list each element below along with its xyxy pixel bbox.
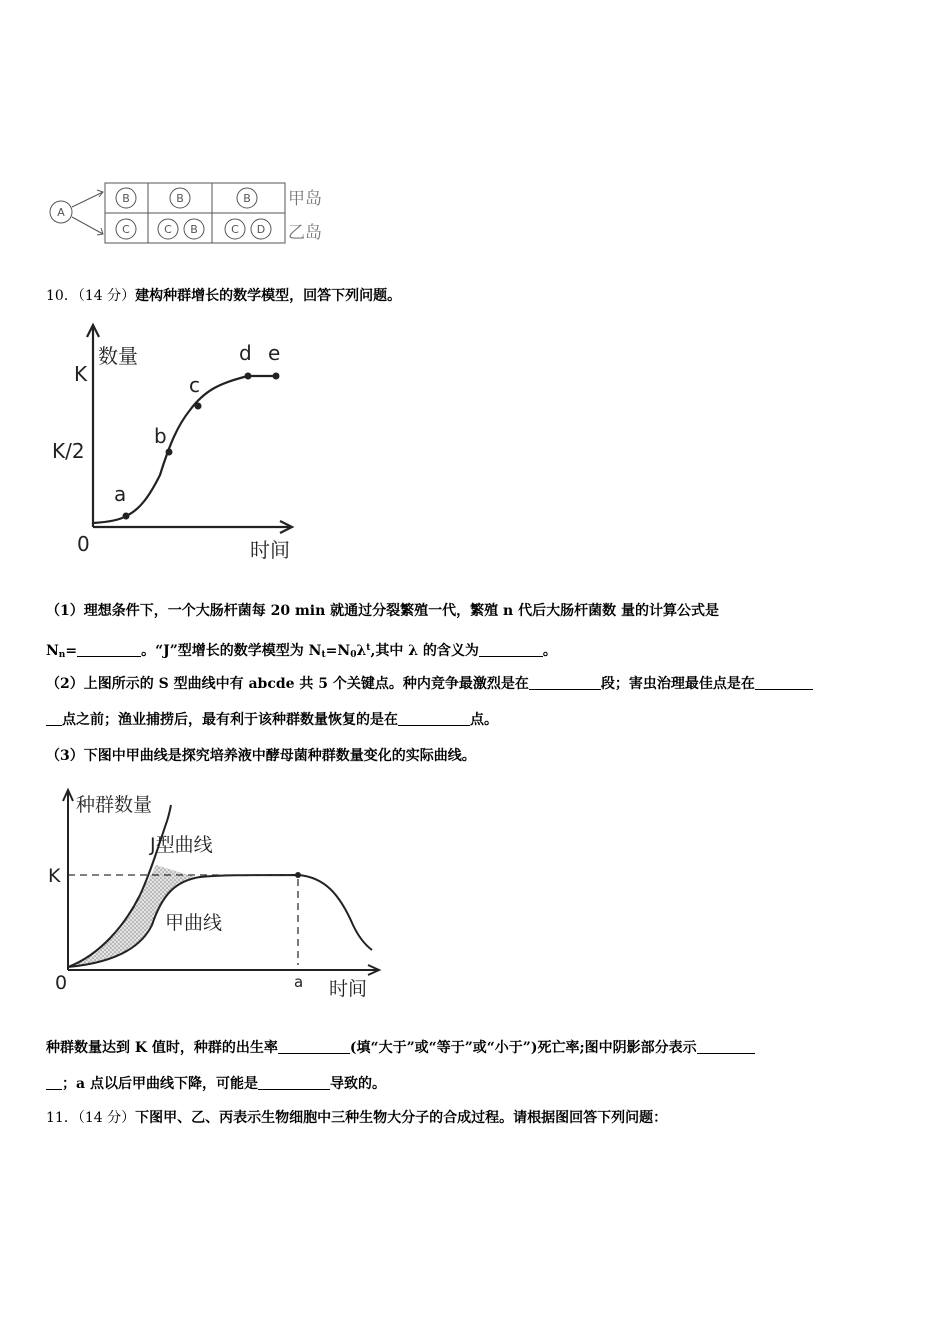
q10-part4-line2: ；a 点以后甲曲线下降，可能是 导致的。 <box>46 1074 386 1094</box>
x-axis-label: 时间 <box>250 538 290 562</box>
q10-part1-line2: $N_n=$ 。“J”型增长的数学模型为 $N_t=N_0\lambda^t$,其中 λ 的含义为 。 <box>46 643 557 660</box>
y-axis-label: 种群数量 <box>76 794 153 816</box>
answer-blank-decline[interactable] <box>258 1075 330 1090</box>
svg-text:C: C <box>122 223 130 236</box>
k2-label: K/2 <box>52 439 85 463</box>
answer-blank-pest-part2[interactable] <box>46 711 62 726</box>
q10-part3-line1: （3）下图中甲曲线是探究培养液中酵母菌种群数量变化的实际曲线。 <box>46 748 476 764</box>
origin-label: 0 <box>55 972 68 994</box>
node-a-label: A <box>57 206 65 219</box>
k-label: K <box>74 362 88 386</box>
x-axis-label: 时间 <box>329 978 368 1000</box>
svg-text:B: B <box>122 192 130 205</box>
q10-part4-line1: 种群数量达到 K 值时，种群的出生率 (填“大于”或“等于”或“小于”)死亡率;图中阴影部分表示 <box>46 1038 755 1058</box>
s-curve-chart <box>40 315 310 565</box>
island-diagram <box>40 176 340 250</box>
svg-text:B: B <box>190 223 198 236</box>
answer-blank-pest-part1[interactable] <box>755 675 813 690</box>
answer-blank-fishing[interactable] <box>398 711 470 726</box>
point-c <box>195 403 202 410</box>
answer-blank-shaded-part2[interactable] <box>46 1075 62 1090</box>
question-11-heading: 11．（14 分）下图甲、乙、丙表示生物细胞中三种生物大分子的合成过程。请根据图回答下列问题： <box>46 1110 668 1126</box>
q10-part2-line1: （2）上图所示的 S 型曲线中有 abcde 共 5 个关键点。种内竞争最激烈是在 段；害虫治理最佳点是在 <box>46 674 813 694</box>
svg-text:D: D <box>256 223 266 236</box>
origin-label: 0 <box>77 532 90 556</box>
point-a-label: a <box>114 482 127 506</box>
y-axis-label: 数量 <box>98 344 138 368</box>
point-e-label: e <box>268 341 281 365</box>
point-b-label: b <box>154 424 167 448</box>
point-e <box>273 373 280 380</box>
svg-text:B: B <box>243 192 251 205</box>
svg-text:B: B <box>176 192 184 205</box>
point-d-label: d <box>239 341 252 365</box>
point-b <box>166 449 173 456</box>
answer-blank-birthrate[interactable] <box>278 1039 350 1054</box>
answer-blank-lambda[interactable] <box>479 642 543 657</box>
island-label-yi: 乙岛 <box>288 223 322 243</box>
q10-part1-line1: （1）理想条件下，一个大肠杆菌每 20 min 就通过分裂繁殖一代，繁殖 n 代后大肠杆菌数 量的计算公式是 <box>46 603 719 619</box>
yeast-growth-chart <box>40 785 390 1005</box>
point-d <box>245 373 252 380</box>
question-10-heading: 10．（14 分）建构种群增长的数学模型，回答下列问题。 <box>46 288 402 304</box>
point-a <box>123 513 130 520</box>
svg-text:C: C <box>231 223 239 236</box>
svg-text:C: C <box>164 223 172 236</box>
island-label-jia: 甲岛 <box>288 189 322 209</box>
k-label: K <box>48 865 61 887</box>
jia-curve-label: 甲曲线 <box>165 912 223 934</box>
point-c-label: c <box>189 373 200 397</box>
j-curve-label: J型曲线 <box>150 834 213 856</box>
answer-blank-competition[interactable] <box>529 675 601 690</box>
answer-blank-shaded-part1[interactable] <box>697 1039 755 1054</box>
q10-part2-line2: 点之前；渔业捕捞后，最有利于该种群数量恢复的是在 点。 <box>46 710 498 730</box>
a-label: a <box>294 973 304 991</box>
point-a-marker <box>295 872 301 878</box>
answer-blank-nn[interactable] <box>77 642 141 657</box>
